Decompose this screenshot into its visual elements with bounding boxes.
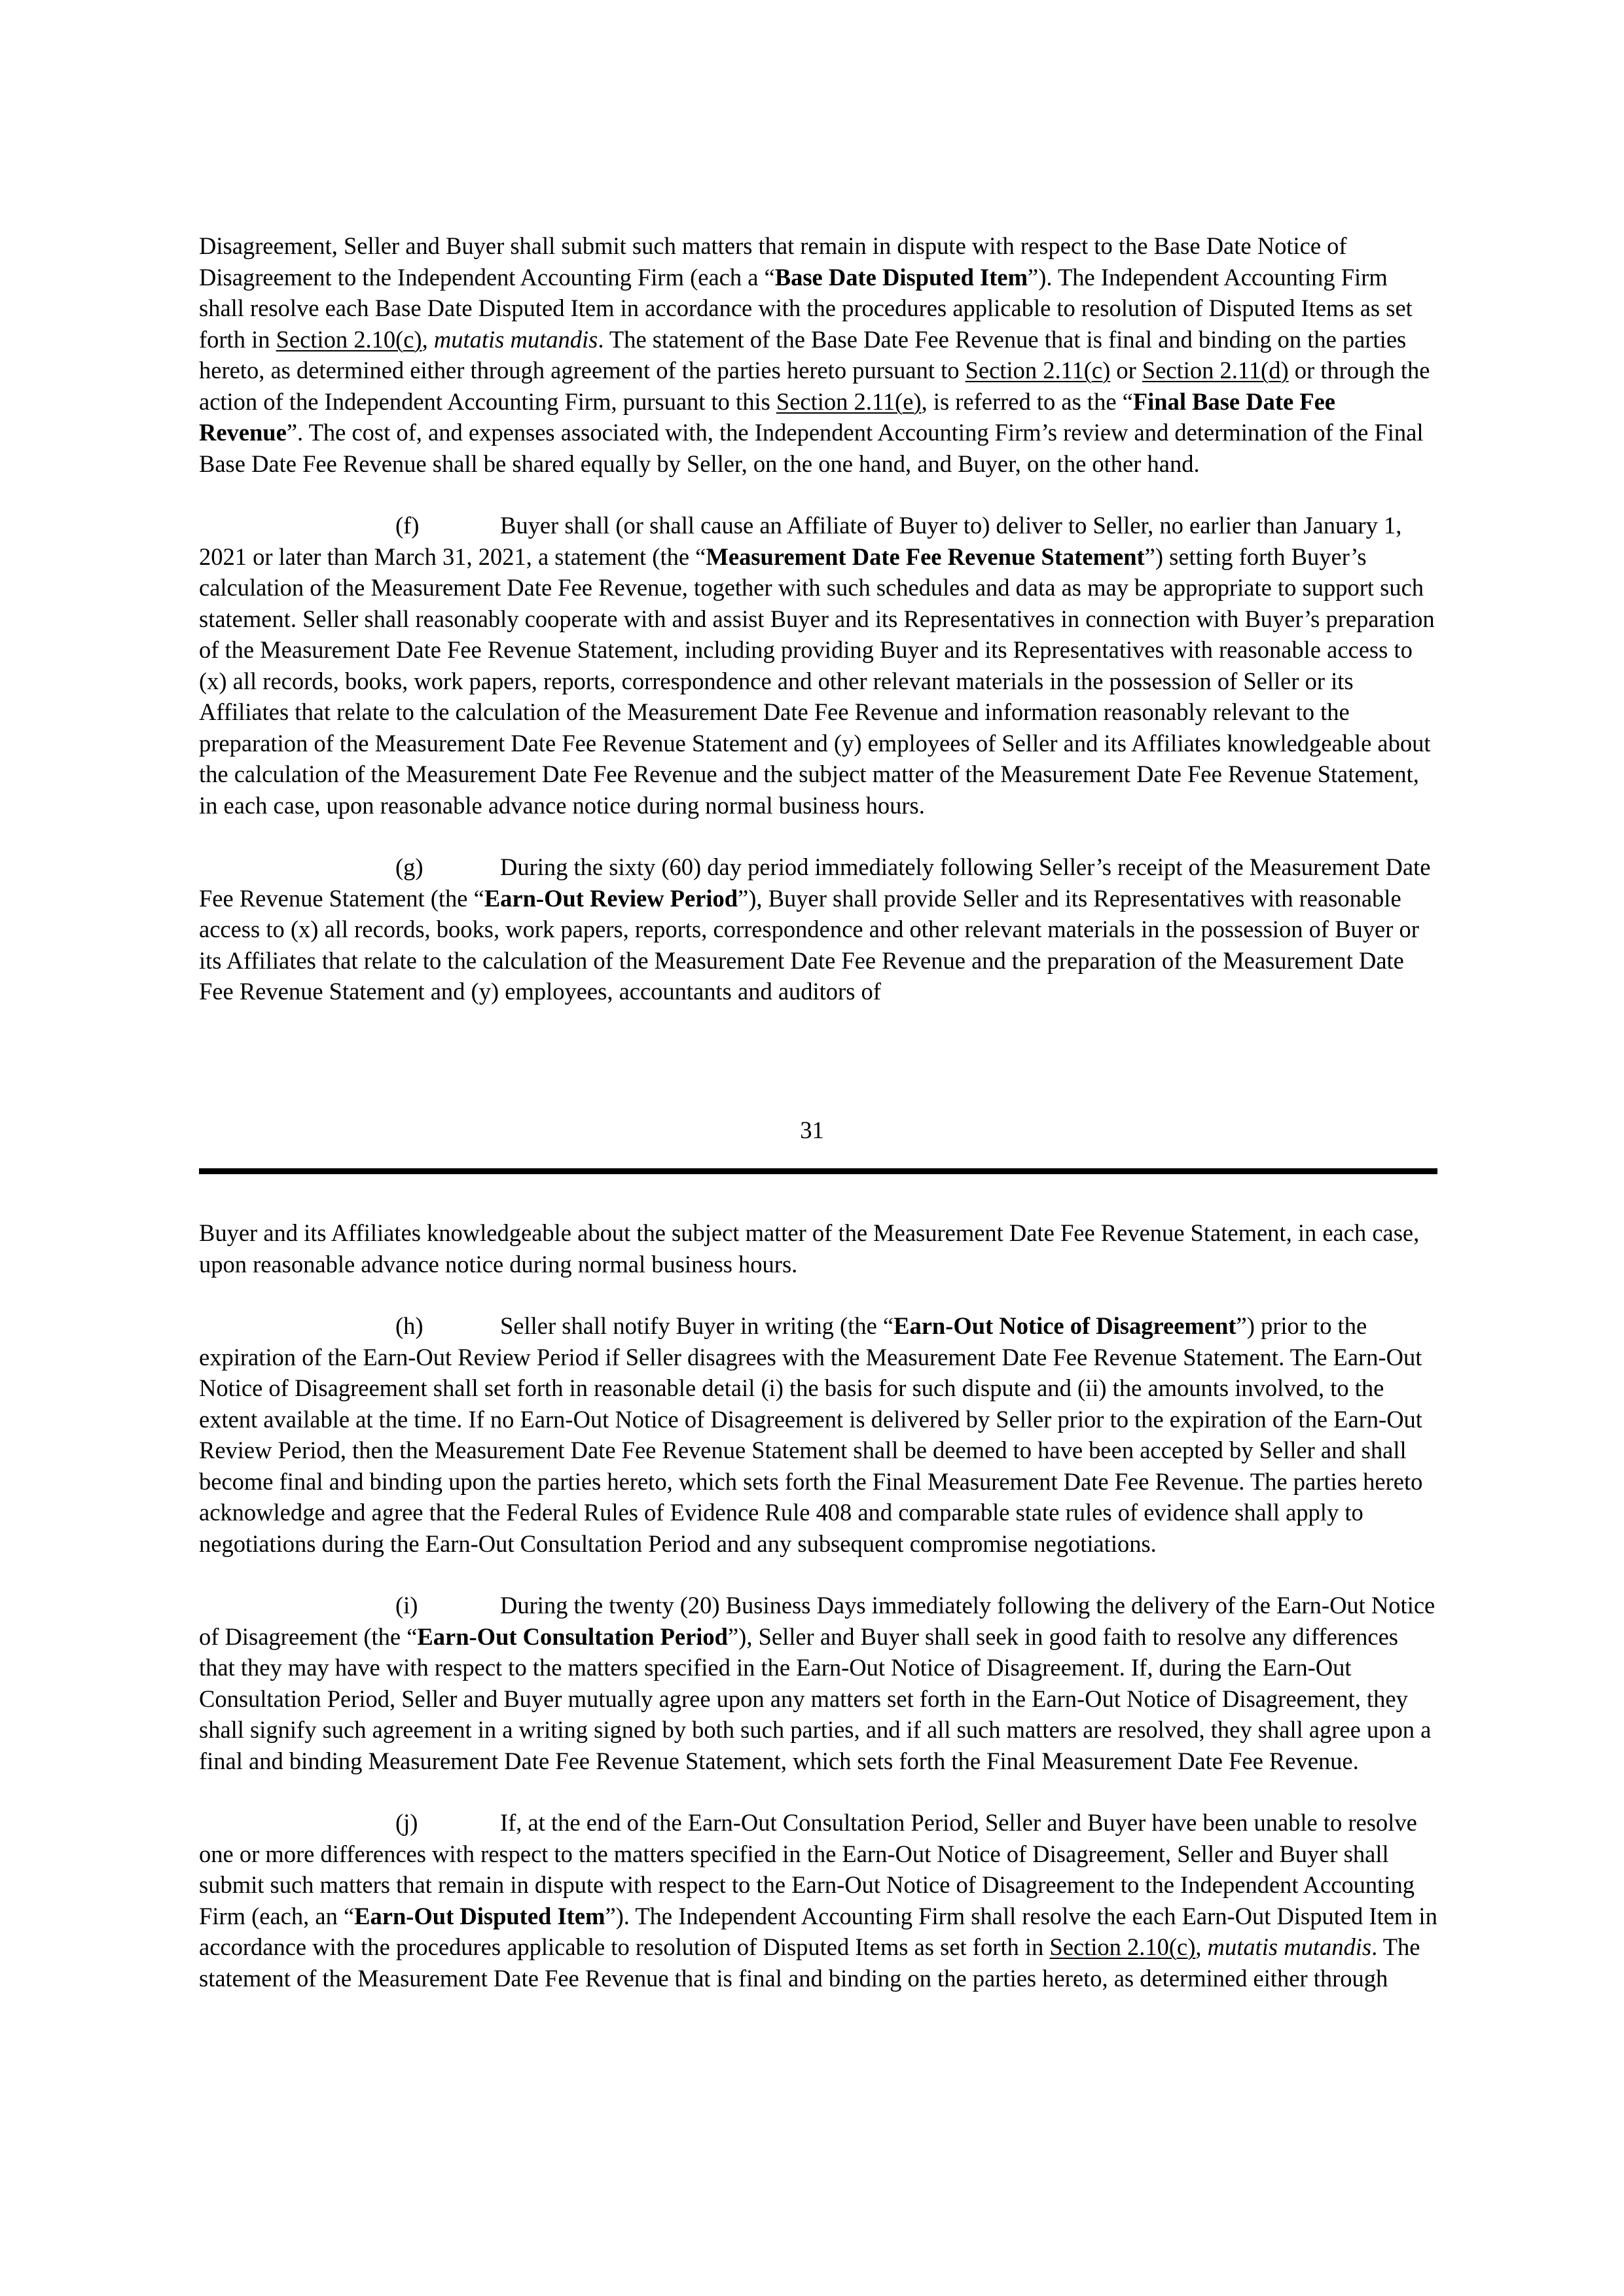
paragraph-g-continued: Buyer and its Affiliates knowledgeable about the subject matter of the Measurement Date Fee Revenue Statement, in each case, upon reasonable advance notice during normal business hours. (199, 1219, 1420, 1278)
clause-label: (f) (395, 512, 420, 539)
paragraph-f: (f) Buyer shall (or shall cause an Affiliate of Buyer to) deliver to Seller, no earlier than January 1, 2021 or later than March 31, 2021, a statement (the “Measurement Date Fee Revenue Statement”) setting forth Buyer’s calculation of the Measurement Date Fee Revenue, together with such schedules and data as may be appropriate to support such statement. Seller shall reasonably cooperate with and assist Buyer and its Representatives in connection with Buyer’s preparation of the Measurement Date Fee Revenue Statement, including providing Buyer and its Representatives with reasonable access to (x) all records, books, work papers, reports, correspondence and other relevant materials in the possession of Seller or its Affiliates that relate to the calculation of the Measurement Date Fee Revenue and information reasonably relevant to the preparation of the Measurement Date Fee Revenue Statement and (y) employees of Seller and its Affiliates knowledgeable about the calculation of the Measurement Date Fee Revenue and the subject matter of the Measurement Date Fee Revenue Statement, in each case, upon reasonable advance notice during normal business hours. (199, 510, 1437, 821)
section-reference: Section 2.11(e) (776, 387, 922, 415)
clause-label: (j) (395, 1809, 418, 1836)
latin-phrase: mutatis mutandis (1207, 1933, 1372, 1960)
section-reference: Section 2.11(c) (965, 357, 1111, 384)
defined-term: Base Date Disputed Item (774, 263, 1028, 291)
paragraph-j: (j) If, at the end of the Earn-Out Consultation Period, Seller and Buyer have been unable to resolve one or more differences with respect to the matters specified in the Earn-Out Notice of Disagreement, Seller and Buyer shall submit such matters that remain in dispute with respect to the Earn-Out Notice of Disagreement to the Independent Accounting Firm (each, an “Earn-Out Disputed Item”). The Independent Accounting Firm shall resolve the each Earn-Out Disputed Item in accordance with the procedures applicable to resolution of Disputed Items as set forth in Section 2.10(c), mutatis mutandis. The statement of the Measurement Date Fee Revenue that is final and binding on the parties hereto, as determined either through (199, 1807, 1437, 1994)
paragraph-h: (h) Seller shall notify Buyer in writing (the “Earn-Out Notice of Disagreement”) prior to the expiration of the Earn-Out Review Period if Seller disagrees with the Measurement Date Fee Revenue Statement. The Earn-Out Notice of Disagreement shall set forth in reasonable detail (i) the basis for such dispute and (ii) the amounts involved, to the extent available at the time. If no Earn-Out Notice of Disagreement is delivered by Seller prior to the expiration of the Earn-Out Review Period, then the Measurement Date Fee Revenue Statement shall be deemed to have been accepted by Seller and shall become final and binding upon the parties hereto, which sets forth the Final Measurement Date Fee Revenue. The parties hereto acknowledge and agree that the Federal Rules of Evidence Rule 408 and comparable state rules of evidence shall apply to negotiations during the Earn-Out Consultation Period and any subsequent compromise negotiations. (199, 1310, 1437, 1559)
document-page-lower (199, 1217, 1437, 1994)
defined-term: Earn-Out Consultation Period (417, 1623, 728, 1650)
defined-term: Earn-Out Notice of Disagreement (893, 1312, 1236, 1339)
page-number: 31 (800, 1117, 824, 1143)
clause-label: (i) (395, 1592, 418, 1619)
paragraph-e-continued: Disagreement, Seller and Buyer shall submit such matters that remain in dispute with respect to the Base Date Notice of Disagreement to the Independent Accounting Firm (each a “Base Date Disputed Item”). The Independent Accounting Firm shall resolve each Base Date Disputed Item in accordance with the procedures applicable to resolution of Disputed Items as set forth in Section 2.10(c), mutatis mutandis. The statement of the Base Date Fee Revenue that is final and binding on the parties hereto, as determined either through agreement of the parties hereto pursuant to Section 2.11(c) or Section 2.11(d) or through the action of the Independent Accounting Firm, pursuant to this Section 2.11(e), is referred to as the “Final Base Date Fee Revenue”. The cost of, and expenses associated with, the Independent Accounting Firm’s review and determination of the Final Base Date Fee Revenue shall be shared equally by Seller, on the one hand, and Buyer, on the other hand. (199, 232, 1430, 477)
document-page-upper (199, 230, 1437, 1007)
page-divider (199, 1168, 1437, 1174)
section-reference: Section 2.11(d) (1142, 357, 1289, 384)
paragraph-i: (i) During the twenty (20) Business Days immediately following the delivery of the Earn-Out Notice of Disagreement (the “Earn-Out Consultation Period”), Seller and Buyer shall seek in good faith to resolve any differences that they may have with respect to the matters specified in the Earn-Out Notice of Disagreement. If, during the Earn-Out Consultation Period, Seller and Buyer mutually agree upon any matters set forth in the Earn-Out Notice of Disagreement, they shall signify such agreement in a writing signed by both such parties, and if all such matters are resolved, they shall agree upon a final and binding Measurement Date Fee Revenue Statement, which sets forth the Final Measurement Date Fee Revenue. (199, 1590, 1437, 1776)
defined-term: Earn-Out Review Period (484, 884, 738, 912)
section-reference: Section 2.10(c) (276, 325, 422, 353)
defined-term: Earn-Out Disputed Item (354, 1902, 605, 1929)
section-reference: Section 2.10(c) (1049, 1933, 1196, 1960)
defined-term: Final Base Date Fee Revenue (199, 387, 1336, 446)
defined-term: Measurement Date Fee Revenue Statement (706, 543, 1145, 570)
clause-label: (g) (395, 853, 424, 880)
latin-phrase: mutatis mutandis (433, 325, 598, 353)
clause-label: (h) (395, 1312, 424, 1339)
paragraph-g: (g) During the sixty (60) day period immediately following Seller’s receipt of the Measurement Date Fee Revenue Statement (the “Earn-Out Review Period”), Buyer shall provide Seller and its Representatives with reasonable access to (x) all records, books, work papers, reports, correspondence and other relevant materials in the possession of Buyer or its Affiliates that relate to the calculation of the Measurement Date Fee Revenue and the preparation of the Measurement Date Fee Revenue Statement and (y) employees, accountants and auditors of (199, 852, 1437, 1007)
